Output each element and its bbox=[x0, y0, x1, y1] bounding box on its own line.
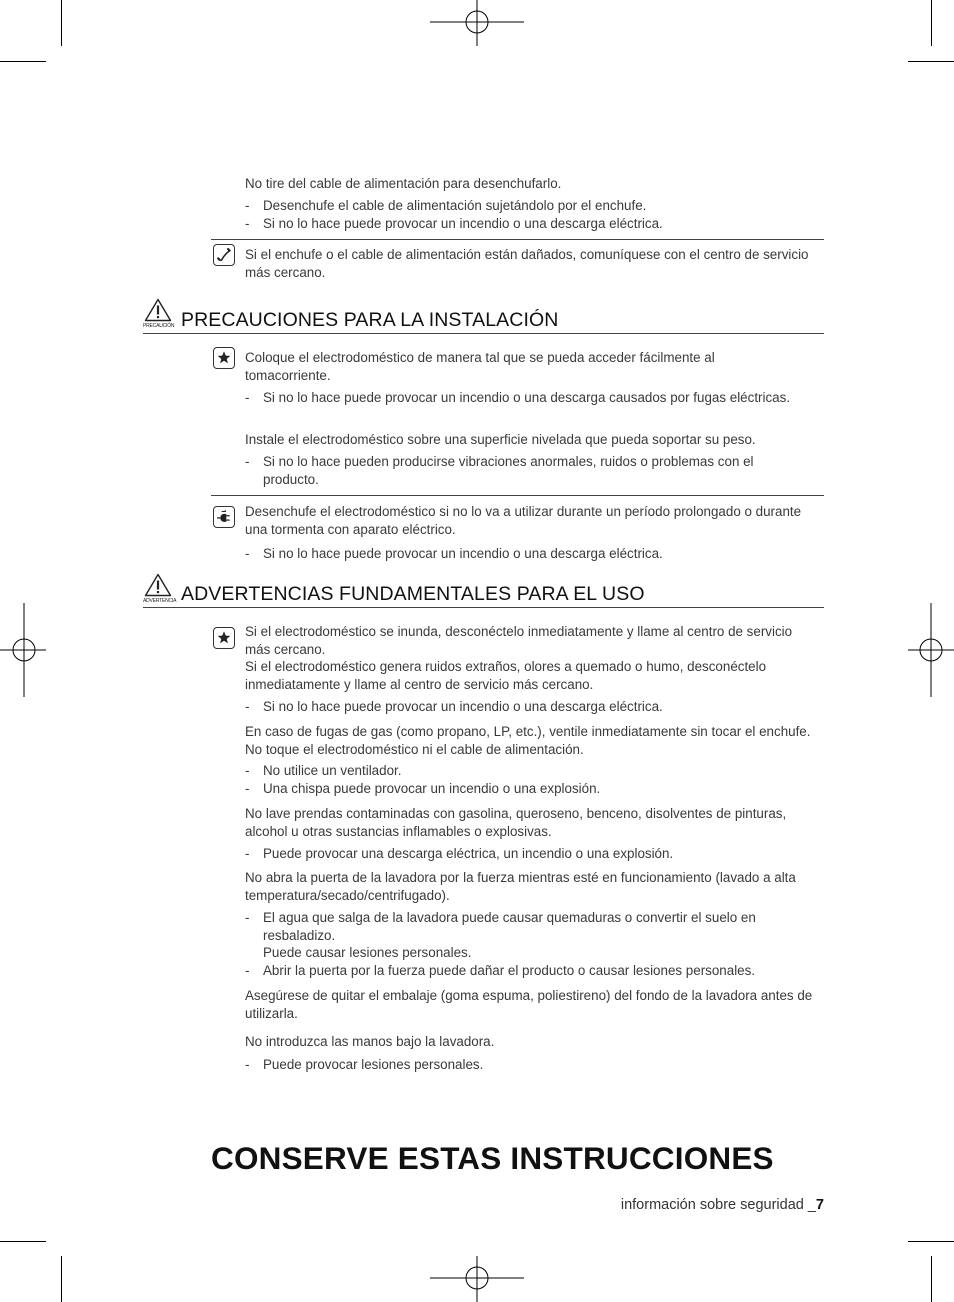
plug-icon bbox=[213, 506, 235, 528]
caution-label: PRECAUCIÓN bbox=[143, 323, 175, 329]
registration-mark-icon bbox=[0, 603, 46, 697]
installation-bullet: - Si no lo hace puede provocar un incendio o una descarga causados por fugas eléctricas. bbox=[245, 390, 791, 405]
usage-bullet: - Una chispa puede provocar un incendio o una explosión. bbox=[245, 781, 601, 796]
divider bbox=[211, 495, 824, 496]
crop-mark bbox=[0, 1241, 46, 1242]
bullet-text: Puede causar lesiones personales. bbox=[263, 945, 472, 960]
caution-badge bbox=[143, 298, 175, 332]
page-footer bbox=[621, 1197, 824, 1213]
bullet-text: Una chispa puede provocar un incendio o una explosión. bbox=[263, 781, 601, 796]
registration-mark-icon bbox=[430, 1256, 524, 1302]
star-icon bbox=[213, 627, 235, 649]
bullet-text: El agua que salga de la lavadora puede causar quemaduras o convertir el suelo en resbaladizo. bbox=[263, 910, 756, 943]
section-title-installation: PRECAUCIONES PARA LA INSTALACIÓN bbox=[181, 309, 559, 331]
warning-label: ADVERTENCIA bbox=[143, 598, 177, 604]
bullet-text: Puede provocar lesiones personales. bbox=[263, 1057, 484, 1072]
installation-paragraph: Desenchufe el electrodoméstico si no lo va a utilizar durante un período prolongado o durante una tormenta con aparato eléctrico. bbox=[245, 504, 802, 537]
star-icon bbox=[213, 347, 235, 369]
usage-paragraph: Si el electrodoméstico genera ruidos extraños, olores a quemado o humo, desconéctelo inmediatamente y llame al centro de servicio más cercano. bbox=[245, 659, 767, 692]
intro-note: Si el enchufe o el cable de alimentación están dañados, comuníquese con el centro de servicio más cercano. bbox=[245, 247, 809, 280]
warning-triangle-icon bbox=[144, 573, 172, 597]
crop-mark bbox=[931, 0, 932, 46]
intro-bullet: - Desenchufe el cable de alimentación sujetándolo por el enchufe. bbox=[245, 198, 647, 213]
crop-mark bbox=[61, 0, 62, 46]
usage-paragraph: No abra la puerta de la lavadora por la fuerza mientras esté en funcionamiento (lavado a alta temperatura/secado/centrifugado). bbox=[245, 870, 796, 903]
installation-bullet: - Si no lo hace puede provocar un incendio o una descarga eléctrica. bbox=[245, 546, 663, 561]
intro-bullet: - Si no lo hace puede provocar un incendio o una descarga eléctrica. bbox=[245, 216, 663, 231]
usage-paragraph: En caso de fugas de gas (como propano, LP, etc.), ventile inmediatamente sin tocar el enchufe. No toque el electrodoméstico ni el cable de alimentación. bbox=[245, 724, 811, 757]
crop-mark bbox=[908, 61, 954, 62]
bullet-text: Si no lo hace puede provocar un incendio o una descarga eléctrica. bbox=[263, 699, 663, 714]
page-number: 7 bbox=[815, 1197, 824, 1213]
usage-paragraph: No lave prendas contaminadas con gasolina, queroseno, benceno, disolventes de pinturas, alcohol u otras sustancias inflamables o explosivas. bbox=[245, 806, 787, 839]
usage-paragraph: Asegúrese de quitar el embalaje (goma espuma, poliestireno) del fondo de la lavadora antes de utilizarla. bbox=[245, 988, 813, 1021]
usage-bullet-continuation bbox=[245, 944, 803, 962]
closing-title: CONSERVE ESTAS INSTRUCCIONES bbox=[211, 1140, 774, 1176]
bullet-text: Si no lo hace pueden producirse vibraciones anormales, ruidos o problemas con el producto. bbox=[263, 454, 754, 487]
registration-mark-icon bbox=[908, 603, 954, 697]
section-underline bbox=[143, 333, 824, 334]
warning-triangle-icon bbox=[144, 298, 172, 322]
warning-badge bbox=[143, 573, 175, 607]
usage-bullet: - Abrir la puerta por la fuerza puede dañar el producto o causar lesiones personales. bbox=[245, 963, 756, 978]
bullet-text: Abrir la puerta por la fuerza puede dañar el producto o causar lesiones personales. bbox=[263, 963, 756, 978]
usage-bullet: - Puede provocar lesiones personales. bbox=[245, 1057, 484, 1072]
phone-icon bbox=[213, 244, 235, 266]
crop-mark bbox=[0, 61, 46, 62]
usage-paragraph: Si el electrodoméstico se inunda, desconéctelo inmediatamente y llame al centro de servicio más cercano. bbox=[245, 624, 793, 657]
usage-bullet: - Si no lo hace puede provocar un incendio o una descarga eléctrica. bbox=[245, 699, 663, 714]
registration-mark-icon bbox=[430, 0, 524, 46]
section-title-usage: ADVERTENCIAS FUNDAMENTALES PARA EL USO bbox=[181, 583, 645, 605]
bullet-text: No utilice un ventilador. bbox=[263, 763, 402, 778]
usage-bullet: - El agua que salga de la lavadora puede causar quemaduras o convertir el suelo en resbaladizo. bbox=[245, 910, 756, 943]
installation-paragraph: Instale el electrodoméstico sobre una superficie nivelada que pueda soportar su peso. bbox=[245, 432, 756, 447]
section-underline bbox=[143, 607, 824, 608]
crop-mark bbox=[931, 1256, 932, 1302]
usage-bullet: - No utilice un ventilador. bbox=[245, 763, 402, 778]
installation-paragraph: Coloque el electrodoméstico de manera tal que se pueda acceder fácilmente al tomacorriente. bbox=[245, 350, 715, 383]
crop-mark bbox=[61, 1256, 62, 1302]
bullet-text: Desenchufe el cable de alimentación sujetándolo por el enchufe. bbox=[263, 198, 647, 213]
bullet-text: Si no lo hace puede provocar un incendio o una descarga causados por fugas eléctricas. bbox=[263, 390, 791, 405]
usage-paragraph: No introduzca las manos bajo la lavadora. bbox=[245, 1034, 495, 1049]
bullet-text: Puede provocar una descarga eléctrica, un incendio o una explosión. bbox=[263, 846, 674, 861]
bullet-text: Si no lo hace puede provocar un incendio o una descarga eléctrica. bbox=[263, 216, 663, 231]
intro-paragraph: No tire del cable de alimentación para desenchufarlo. bbox=[245, 176, 562, 191]
footer-text: información sobre seguridad _ bbox=[620, 1197, 816, 1213]
crop-mark bbox=[908, 1241, 954, 1242]
bullet-text: Si no lo hace puede provocar un incendio o una descarga eléctrica. bbox=[263, 546, 663, 561]
divider bbox=[211, 239, 824, 240]
usage-bullet: - Puede provocar una descarga eléctrica, un incendio o una explosión. bbox=[245, 846, 674, 861]
installation-bullet: - Si no lo hace pueden producirse vibraciones anormales, ruidos o problemas con el producto. bbox=[245, 454, 754, 487]
